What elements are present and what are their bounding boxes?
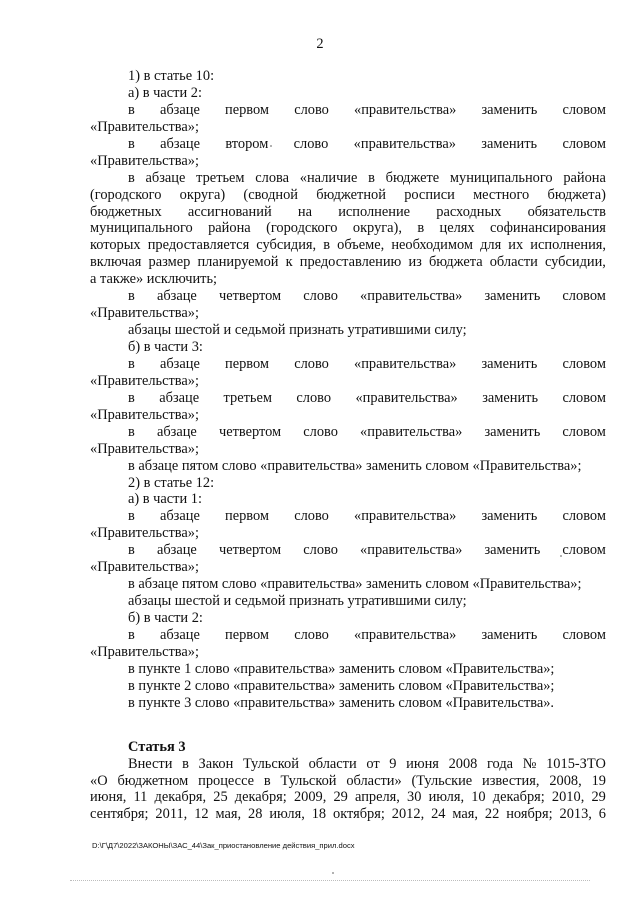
- word: слово: [303, 288, 338, 305]
- word: необходимом: [391, 237, 473, 254]
- word: 2011,: [155, 806, 188, 823]
- word: в: [128, 508, 135, 525]
- word: в: [368, 169, 375, 186]
- word: словом: [562, 355, 606, 372]
- word: слово: [303, 542, 338, 559]
- word: на: [297, 203, 312, 220]
- word: области: [308, 755, 357, 772]
- word: слова: [255, 169, 290, 186]
- text-line: [90, 254, 606, 271]
- word: «правительства»: [360, 288, 463, 305]
- word: их: [508, 237, 524, 254]
- word: бюджетной: [316, 186, 386, 203]
- word: в: [323, 237, 331, 254]
- word: предоставлению: [299, 254, 402, 271]
- word: округа),: [352, 220, 402, 237]
- word: в: [128, 389, 135, 406]
- word: заменить: [481, 355, 538, 372]
- word: слово: [296, 389, 332, 406]
- text-line: 2) в статье 12:: [128, 474, 215, 491]
- word: заменить: [484, 423, 541, 440]
- word: (Тульские: [411, 772, 473, 789]
- word: абзаце: [145, 169, 186, 186]
- paragraph-gap: [90, 712, 606, 739]
- word: 24: [431, 806, 446, 823]
- word: планируемой: [197, 254, 279, 271]
- word: четвертом: [218, 423, 282, 440]
- word: октября;: [333, 806, 385, 823]
- text-line: [90, 102, 606, 119]
- word: процессе: [198, 772, 255, 789]
- text-line: [90, 806, 606, 823]
- word: в: [128, 542, 135, 559]
- text-line: в абзаце пятом слово «правительства» заменить словом «Правительства»;: [128, 457, 582, 474]
- word: мая,: [452, 806, 478, 823]
- word: субсидии,: [544, 254, 606, 271]
- word: в: [263, 772, 271, 789]
- word: первом: [225, 508, 270, 525]
- word: 2009,: [293, 789, 327, 806]
- text-line: [90, 789, 606, 806]
- word: муниципального: [449, 169, 553, 186]
- word: бюджета): [547, 186, 606, 203]
- text-line: а также» исключить;: [90, 271, 218, 288]
- word: заменить: [481, 508, 538, 525]
- word: абзаце: [156, 542, 197, 559]
- word: абзаце: [159, 355, 200, 372]
- word: 22: [484, 806, 500, 823]
- text-line: [90, 170, 606, 187]
- text-line: [90, 390, 606, 407]
- word: первом: [225, 101, 270, 118]
- text-line: «Правительства»;: [90, 152, 199, 169]
- word: словом: [562, 542, 606, 559]
- word: абзаце: [159, 508, 200, 525]
- word: заменить: [481, 135, 538, 152]
- word: в: [128, 355, 135, 372]
- word: «правительства»: [353, 135, 456, 152]
- word: 10: [471, 789, 486, 806]
- word: слово: [294, 508, 329, 525]
- text-line: «Правительства»;: [90, 372, 199, 389]
- word: в: [417, 220, 425, 237]
- word: первом: [225, 626, 270, 643]
- word: в: [128, 169, 135, 186]
- text-line: «Правительства»;: [90, 440, 199, 457]
- word: слово: [294, 355, 329, 372]
- word: района: [208, 220, 251, 237]
- text-line: а) в части 2:: [128, 84, 202, 101]
- word: бюджетных: [90, 203, 162, 220]
- word: слово: [303, 423, 338, 440]
- word: 29: [591, 789, 606, 806]
- word: округа): [179, 186, 226, 203]
- word: Тульской: [242, 755, 299, 772]
- word: четвертом: [218, 288, 282, 305]
- word: 19: [591, 772, 606, 789]
- word: для: [480, 237, 502, 254]
- word: известия,: [482, 772, 540, 789]
- word: абзаце: [156, 288, 197, 305]
- word: 1015-ЗТО: [546, 755, 606, 772]
- text-line: [90, 424, 606, 441]
- word: ассигнований: [187, 203, 272, 220]
- text-line: б) в части 2:: [128, 610, 203, 626]
- word: 6: [598, 806, 606, 823]
- word: местного: [473, 186, 530, 203]
- word: (сводной: [243, 186, 298, 203]
- word: декабря;: [492, 789, 545, 806]
- word: бюджетном: [117, 772, 189, 789]
- text-line: [90, 542, 606, 559]
- text-line: а) в части 1:: [128, 491, 202, 508]
- page-number: 2: [316, 36, 324, 52]
- word: целях: [439, 220, 475, 237]
- article-heading: Статья 3: [128, 738, 186, 755]
- word: от: [366, 755, 380, 772]
- word: предоставляется: [147, 237, 250, 254]
- word: бюджете: [385, 169, 440, 186]
- text-line: «Правительства»;: [90, 643, 199, 660]
- word: в: [128, 423, 135, 440]
- text-line: в пункте 3 слово «правительства» заменить словом «Правительства».: [128, 694, 555, 711]
- word: словом: [562, 101, 606, 118]
- word: субсидия,: [256, 237, 317, 254]
- word: абзаце: [159, 389, 200, 406]
- text-line: «Правительства»;: [90, 406, 199, 423]
- word: «наличие: [299, 169, 358, 186]
- text-line: «Правительства»;: [90, 118, 199, 135]
- text-line: в пункте 1 слово «правительства» заменить словом «Правительства»;: [128, 660, 555, 677]
- word: «правительства»: [360, 542, 463, 559]
- word: первом: [225, 355, 270, 372]
- word: 18: [311, 806, 327, 823]
- word: росписи: [404, 186, 455, 203]
- word: Внести: [128, 755, 173, 772]
- text-line: [90, 204, 606, 221]
- word: из: [408, 254, 422, 271]
- word: декабря;: [234, 789, 287, 806]
- scan-speck: [270, 145, 272, 147]
- word: обязательств: [527, 203, 606, 220]
- word: заменить: [481, 626, 538, 643]
- word: Закон: [198, 755, 234, 772]
- word: 2013,: [559, 806, 592, 823]
- text-line: «Правительства»;: [90, 305, 199, 322]
- word: третьем: [196, 169, 245, 186]
- word: ноября;: [506, 806, 553, 823]
- word: июля,: [269, 806, 305, 823]
- word: «правительства»: [354, 355, 457, 372]
- word: слово: [293, 135, 329, 152]
- word: объеме,: [337, 237, 385, 254]
- text-line: [90, 187, 606, 204]
- word: мая,: [215, 806, 242, 823]
- word: «правительства»: [354, 626, 457, 643]
- text-line: [90, 220, 606, 237]
- word: 11: [133, 789, 148, 806]
- word: заменить: [482, 389, 539, 406]
- word: словом: [562, 288, 606, 305]
- text-line: [90, 773, 606, 790]
- text-line: [90, 356, 606, 373]
- word: в: [128, 101, 135, 118]
- word: заменить: [484, 288, 541, 305]
- word: в: [128, 288, 135, 305]
- word: области: [489, 254, 538, 271]
- word: включая: [90, 254, 142, 271]
- word: третьем: [223, 389, 272, 406]
- word: словом: [562, 135, 606, 152]
- word: декабря,: [154, 789, 207, 806]
- word: 28: [248, 806, 263, 823]
- word: 2008,: [549, 772, 582, 789]
- text-line: [90, 237, 606, 254]
- word: втором: [225, 135, 269, 152]
- word: апреля,: [355, 789, 400, 806]
- text-line: абзацы шестой и седьмой признать утратившими силу;: [128, 593, 467, 610]
- text-line: «Правительства»;: [90, 559, 199, 576]
- text-line: в абзаце пятом слово «правительства» заменить словом «Правительства»;: [128, 576, 582, 593]
- word: Тульской: [280, 772, 337, 789]
- word: исполнения,: [530, 237, 606, 254]
- text-line: абзацы шестой и седьмой признать утратившими силу;: [128, 322, 467, 339]
- word: в: [182, 755, 189, 772]
- word: заменить: [484, 542, 541, 559]
- word: софинансирования: [490, 220, 606, 237]
- scan-noise: [70, 880, 590, 883]
- text-line: 1) в статье 10:: [128, 68, 215, 84]
- word: словом: [562, 508, 606, 525]
- footer-file-path: D:\Г\Д7\2022\ЗАКОНЫ\ЗАС_44\Зак_приостановление действия_прил.docx: [92, 841, 355, 850]
- word: 9: [389, 755, 397, 772]
- word: района: [563, 169, 606, 186]
- word: области»: [346, 772, 402, 789]
- word: (городского: [90, 186, 162, 203]
- text-line: [90, 288, 606, 305]
- word: июня: [406, 755, 439, 772]
- word: 2008: [448, 755, 478, 772]
- word: 30: [407, 789, 422, 806]
- text-line: [90, 136, 606, 153]
- word: расходных: [436, 203, 502, 220]
- word: словом: [562, 423, 606, 440]
- word: 2010,: [551, 789, 585, 806]
- word: «О: [90, 772, 108, 789]
- document-body: [90, 68, 606, 823]
- word: абзаце: [156, 423, 197, 440]
- word: «правительства»: [354, 101, 457, 118]
- word: 12: [194, 806, 209, 823]
- word: четвертом: [218, 542, 282, 559]
- word: (городского: [266, 220, 338, 237]
- word: 2012,: [391, 806, 425, 823]
- word: №: [522, 755, 537, 772]
- word: муниципального: [90, 220, 193, 237]
- word: «правительства»: [354, 508, 457, 525]
- word: сентября;: [90, 806, 149, 823]
- word: заменить: [481, 101, 538, 118]
- word: словом: [562, 626, 606, 643]
- word: июня,: [90, 789, 127, 806]
- scan-speck: [332, 872, 334, 874]
- word: к: [285, 254, 293, 271]
- word: в: [128, 626, 135, 643]
- word: «правительства»: [355, 389, 458, 406]
- word: бюджета: [428, 254, 483, 271]
- word: размер: [148, 254, 191, 271]
- word: июля,: [428, 789, 465, 806]
- word: абзаце: [160, 135, 201, 152]
- text-line: «Правительства»;: [90, 525, 199, 542]
- text-line: [90, 627, 606, 644]
- word: исполнение: [338, 203, 411, 220]
- word: словом: [562, 389, 606, 406]
- scan-speck: [560, 555, 562, 557]
- word: 29: [333, 789, 348, 806]
- word: в: [128, 135, 135, 152]
- text-line: б) в части 3:: [128, 339, 203, 355]
- word: слово: [294, 101, 329, 118]
- text-line: [90, 508, 606, 525]
- word: года: [487, 755, 514, 772]
- text-line: [90, 756, 606, 773]
- text-line: в пункте 2 слово «правительства» заменить словом «Правительства»;: [128, 677, 555, 694]
- word: абзаце: [159, 101, 200, 118]
- word: 25: [213, 789, 228, 806]
- word: слово: [294, 626, 329, 643]
- word: которых: [90, 237, 141, 254]
- word: «правительства»: [360, 423, 463, 440]
- word: абзаце: [159, 626, 200, 643]
